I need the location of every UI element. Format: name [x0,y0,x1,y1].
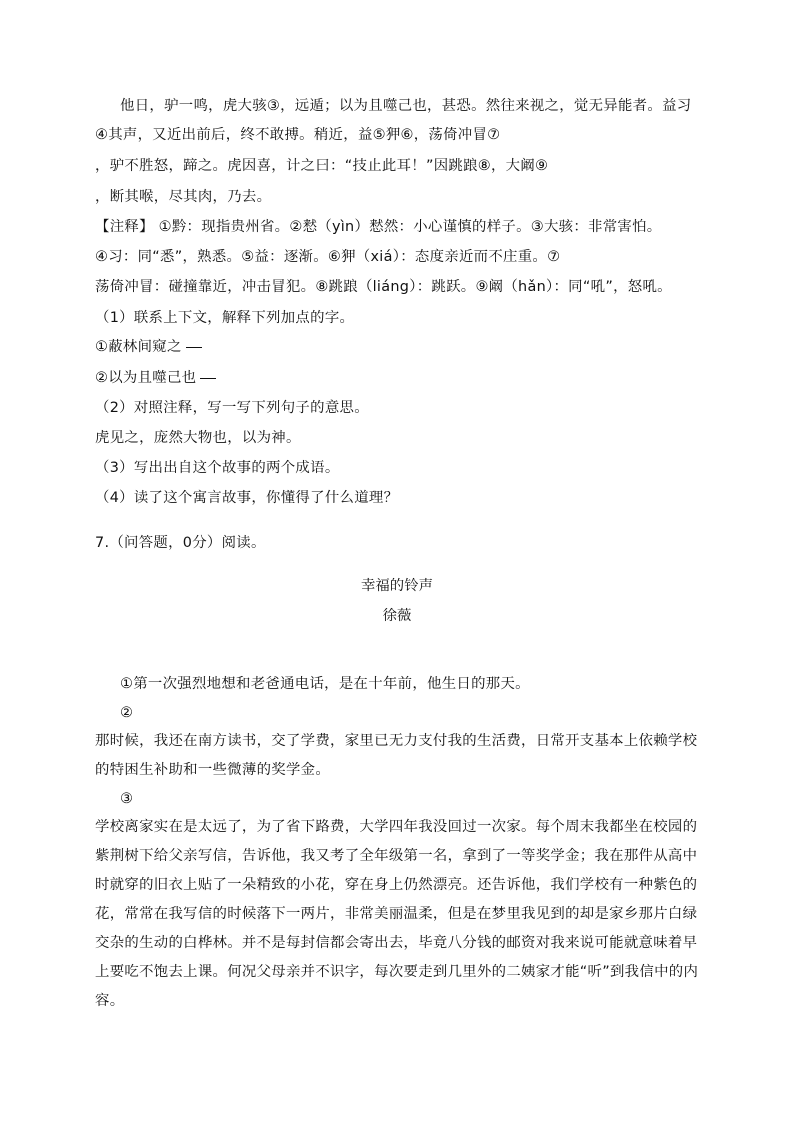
notes-line-2: ④习：同“悉”，熟悉。⑤益：逐渐。⑥狎（xiá）：态度亲近而不庄重。⑦ [95,249,561,265]
passage1-line-1: 他日，驴一鸣，虎大骇③，远遁；以为且噬己也，甚恐。然往来视之，觉无异能者。益习 [120,98,692,114]
passage1-line-2: ④其声，又近出前后，终不敢搏。稍近，益⑤狎⑥，荡倚冲冒⑦ [95,127,501,143]
article-title: 幸福的铃声 [361,578,433,594]
question-2: （2）对照注释，写一写下列句子的意思。 [95,400,369,416]
question-2-sentence: 虎见之，庞然大物也，以为神。 [95,430,301,446]
passage2-p3-line-1: 学校离家实在是太远了，为了省下路费，大学四年我没回过一次家。每个周末我都坐在校园的 [95,819,698,835]
passage1-line-4: ，断其喉，尽其肉，乃去。 [95,189,272,205]
passage1-line-3: ，驴不胜怒，蹄之。虎因喜，计之曰：“技止此耳！”因跳踉⑧，大阚⑨ [95,158,549,174]
question-1a-text: ①蔽林间窥之 [95,339,182,355]
passage2-paragraph-1: ①第一次强烈地想和老爸通电话，是在十年前，他生日的那天。 [120,676,530,692]
passage2-p3-line-6: 上要吃不饱去上课。何况父母亲并不识字，每次要走到几里外的二姨家才能“听”到我信中的内 [95,964,699,980]
paragraph-2-number: ② [120,705,134,721]
passage2-p2-line-1: 那时候，我还在南方读书，交了学费，家里已无力支付我的生活费，日常开支基本上依赖学校 [95,733,698,749]
passage2-p3-line-4: 花，常常在我写信的时候落下一两片，非常美丽温柔，但是在梦里我见到的却是家乡那片白绿 [95,906,698,922]
answer-blank[interactable] [200,377,216,379]
question-1a [95,337,202,357]
passage2-p3-line-7: 容。 [95,993,125,1009]
passage2-p3-line-3: 时就穿的旧衣上贴了一朵精致的小花，穿在身上仍然漂亮。还告诉他，我们学校有一种紫色的 [95,877,698,893]
question-1b [95,368,216,388]
question-7-header: 7.（问答题，0分）阅读。 [95,535,266,551]
question-4: （4）读了这个寓言故事，你懂得了什么道理？ [95,490,399,506]
notes-line-3: 荡倚冲冒：碰撞靠近，冲击冒犯。⑧跳踉（liáng）：跳跃。⑨阚（hǎn）：同“吼”，怒吼。 [95,279,672,295]
question-1b-text: ②以为且噬己也 [95,370,197,386]
question-1: （1）联系上下文，解释下列加点的字。 [95,310,355,326]
notes-line-1: 【注释】 ①黔：现指贵州省。②慭（yìn）慭然：小心谨慎的样子。③大骇：非常害怕。 [95,219,662,235]
paragraph-3-number: ③ [120,791,134,807]
passage2-p3-line-5: 交杂的生动的白桦林。并不是每封信都会寄出去，毕竟八分钱的邮资对我来说可能就意味着早 [95,935,698,951]
passage2-p3-line-2: 紫荆树下给父亲写信，告诉他，我又考了全年级第一名，拿到了一等奖学金；我在那件从高中 [95,848,698,864]
passage2-p2-line-2: 的特困生补助和一些微薄的奖学金。 [95,762,331,778]
article-author: 徐薇 [382,608,412,624]
question-3: （3）写出出自这个故事的两个成语。 [95,460,340,476]
answer-blank[interactable] [186,346,202,348]
